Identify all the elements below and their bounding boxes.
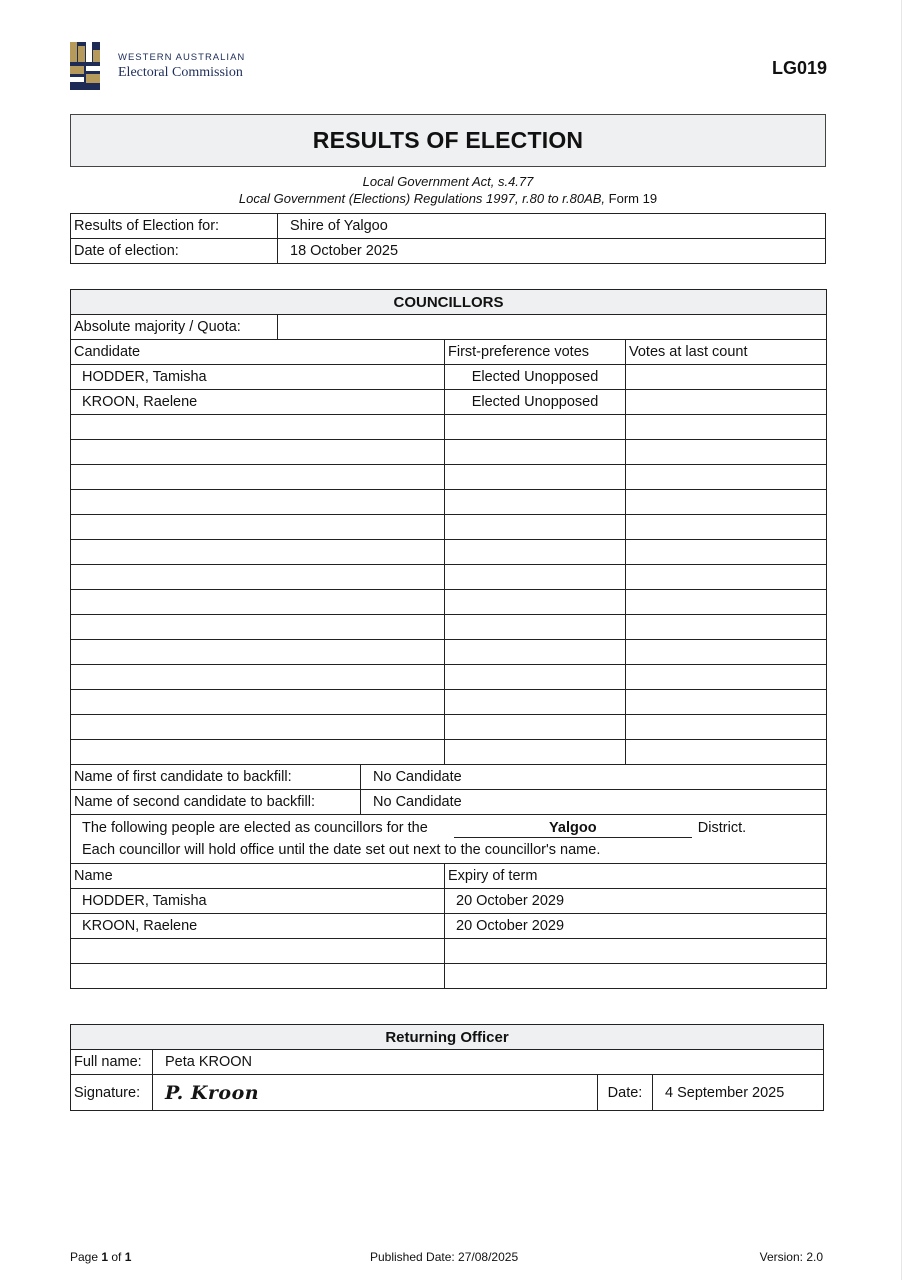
candidate-name: HODDER, Tamisha bbox=[71, 365, 445, 390]
weac-logo-icon bbox=[70, 40, 102, 92]
subtitle-act: Local Government Act, s.4.77 bbox=[362, 174, 534, 189]
full-name-value: Peta KROON bbox=[153, 1050, 824, 1075]
date-value: 4 September 2025 bbox=[653, 1075, 824, 1111]
empty-row bbox=[71, 640, 827, 665]
councillor-name: HODDER, Tamisha bbox=[71, 889, 445, 914]
column-header-first-preference: First-preference votes bbox=[445, 340, 626, 365]
version: Version: 2.0 bbox=[759, 1250, 823, 1264]
election-info-table bbox=[70, 213, 826, 264]
table-row bbox=[71, 1025, 824, 1050]
table-row bbox=[71, 390, 827, 415]
election-for-value: Shire of Yalgoo bbox=[278, 214, 826, 239]
empty-row bbox=[71, 964, 827, 989]
page-of: of bbox=[108, 1250, 125, 1264]
page-edge bbox=[901, 0, 902, 1280]
form-code: LG019 bbox=[771, 58, 827, 78]
empty-row bbox=[71, 715, 827, 740]
office-text: Each councillor will hold office until the date set out next to the councillor's name. bbox=[82, 842, 601, 858]
table-header-row bbox=[71, 864, 827, 889]
candidate-last-count bbox=[626, 365, 827, 390]
candidate-first-preference: Elected Unopposed bbox=[445, 365, 626, 390]
councillors-heading: COUNCILLORS bbox=[71, 290, 827, 315]
column-header-last-count: Votes at last count bbox=[626, 340, 827, 365]
councillor-expiry: 20 October 2029 bbox=[445, 914, 827, 939]
subtitle-regulations-italic: Local Government (Elections) Regulations 1997, r.80 to r.80AB, bbox=[238, 191, 606, 206]
subtitle-regulations bbox=[70, 191, 826, 206]
table-row bbox=[71, 1050, 824, 1075]
quota-label: Absolute majority / Quota: bbox=[71, 315, 278, 340]
backfill2-value: No Candidate bbox=[361, 790, 827, 815]
empty-row bbox=[71, 665, 827, 690]
page-prefix: Page bbox=[70, 1250, 102, 1264]
councillor-expiry: 20 October 2029 bbox=[445, 889, 827, 914]
empty-row bbox=[71, 939, 827, 964]
table-row bbox=[71, 214, 826, 239]
candidate-name: KROON, Raelene bbox=[71, 390, 445, 415]
signature-label: Signature: bbox=[71, 1075, 153, 1111]
empty-row bbox=[71, 740, 827, 765]
election-date-value: 18 October 2025 bbox=[278, 239, 826, 264]
quota-value bbox=[278, 315, 827, 340]
table-row bbox=[71, 239, 826, 264]
returning-officer-table bbox=[70, 1024, 824, 1111]
councillor-name: KROON, Raelene bbox=[71, 914, 445, 939]
weac-logo bbox=[70, 40, 270, 92]
election-date-label: Date of election: bbox=[71, 239, 278, 264]
backfill1-label: Name of first candidate to backfill: bbox=[71, 765, 361, 790]
empty-row bbox=[71, 440, 827, 465]
table-row bbox=[71, 765, 827, 790]
empty-row bbox=[71, 565, 827, 590]
empty-row bbox=[71, 590, 827, 615]
elected-statement bbox=[71, 815, 827, 864]
returning-officer-heading: Returning Officer bbox=[71, 1025, 824, 1050]
empty-row bbox=[71, 515, 827, 540]
page-current: 1 bbox=[101, 1250, 109, 1264]
page-title: RESULTS OF ELECTION bbox=[312, 127, 584, 153]
district-name: Yalgoo bbox=[454, 819, 692, 838]
table-header-row bbox=[71, 340, 827, 365]
table-row bbox=[71, 790, 827, 815]
column-header-candidate: Candidate bbox=[71, 340, 445, 365]
title-box bbox=[70, 114, 826, 167]
candidate-last-count bbox=[626, 390, 827, 415]
councillors-table bbox=[70, 289, 827, 989]
full-name-label: Full name: bbox=[71, 1050, 153, 1075]
table-row bbox=[71, 815, 827, 864]
date-label: Date: bbox=[598, 1075, 653, 1111]
logo-line1: WESTERN AUSTRALIAN bbox=[118, 52, 246, 63]
election-for-label: Results of Election for: bbox=[71, 214, 278, 239]
page-total: 1 bbox=[124, 1250, 132, 1264]
backfill2-label: Name of second candidate to backfill: bbox=[71, 790, 361, 815]
subtitle-form-number: Form 19 bbox=[605, 191, 658, 206]
empty-row bbox=[71, 465, 827, 490]
empty-row bbox=[71, 490, 827, 515]
logo-line2: Electoral Commission bbox=[118, 65, 243, 80]
table-row bbox=[71, 315, 827, 340]
table-row bbox=[71, 1075, 824, 1111]
empty-row bbox=[71, 540, 827, 565]
empty-row bbox=[71, 615, 827, 640]
column-header-name: Name bbox=[71, 864, 445, 889]
signature-field bbox=[153, 1075, 598, 1111]
table-row bbox=[71, 290, 827, 315]
empty-row bbox=[71, 690, 827, 715]
candidate-first-preference: Elected Unopposed bbox=[445, 390, 626, 415]
table-row bbox=[71, 889, 827, 914]
backfill1-value: No Candidate bbox=[361, 765, 827, 790]
table-row bbox=[71, 914, 827, 939]
page-number bbox=[70, 1250, 131, 1264]
signature: P. Kroon bbox=[165, 1081, 260, 1104]
empty-row bbox=[71, 415, 827, 440]
table-row bbox=[71, 365, 827, 390]
elected-text-post: District. bbox=[697, 820, 747, 836]
column-header-expiry: Expiry of term bbox=[445, 864, 827, 889]
elected-text-pre: The following people are elected as councillors for the bbox=[82, 820, 428, 836]
published-date: Published Date: 27/08/2025 bbox=[370, 1250, 519, 1264]
